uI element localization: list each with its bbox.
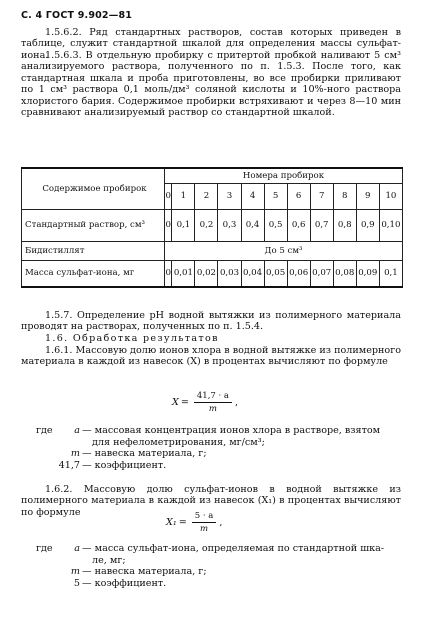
table-header-contents: Содержимое пробирок [22, 168, 165, 209]
standard-value-9: 0,9 [356, 209, 379, 241]
mass-value-6: 0,06 [287, 260, 310, 287]
formula2-denominator: m [200, 524, 209, 534]
formula1-tail: , [235, 397, 239, 408]
where1-symbol-2: m [70, 448, 80, 460]
page-header: С. 4 ГОСТ 9.902—81 [21, 10, 133, 21]
mass-value-8: 0,08 [333, 260, 356, 287]
formula-chloride [172, 391, 238, 414]
tube-number-1: 1 [172, 183, 195, 209]
formula1-denominator: m [208, 404, 217, 414]
mass-value-1: 0,01 [172, 260, 195, 287]
where1-text-3: — коэффициент. [82, 459, 167, 471]
where2-text-2: — навеска материала, г; [82, 566, 207, 578]
standard-value-10: 0,10 [379, 209, 402, 241]
where1-symbol-0: a [74, 425, 80, 436]
where2-lead: где [36, 543, 53, 554]
where2-text-3: — коэффициент. [82, 577, 167, 589]
where1-text-1: для нефелометрирования, мг/см³; [92, 436, 265, 448]
formula1-lhs: X [172, 397, 179, 408]
paragraph-1-5-6-2: 1.5.6.2. Ряд стандартных растворов, состав которых приведен в таблице, служит стандартной шкалой для определения массы сульфат-иона. [21, 27, 401, 61]
formula2-lhs: X₁ [166, 517, 177, 528]
tube-number-2: 2 [195, 183, 218, 209]
row-label-distillate: Бидистиллят [22, 241, 165, 260]
mass-value-2: 0,02 [195, 260, 218, 287]
tube-number-3: 3 [218, 183, 241, 209]
mass-value-5: 0,05 [264, 260, 287, 287]
paragraph-1-5-6-3: 1.5.6.3. В отдельную пробирку с притертой пробкой наливают 5 см³ анализируемого раствора, полученного по п. 1.5.3. После того, как стандартная шкала и проба приготовлены, во все пробирки приливают по 1 см³ раствора 0,1 моль/дм³ соляной кислоты и 10%-ного раствора хлористого бария. Содержимое пробирки встряхивают и через 8—10 мин сравнивают анализируемый раствор со стандартной шкалой. [21, 50, 401, 119]
where1-text-2: — навеска материала, г; [82, 448, 207, 460]
where1-lead: где [36, 425, 53, 436]
formula2-numerator: 5 · a [192, 511, 217, 523]
standard-value-5: 0,5 [264, 209, 287, 241]
row-label-mass: Масса сульфат-иона, мг [22, 260, 165, 287]
standard-scale-table [21, 167, 403, 288]
standard-value-0: 0 [165, 209, 172, 241]
where2-text-0: — масса сульфат-иона, определяемая по стандартной шка- [82, 543, 385, 554]
where2-text-1: ле, мг; [92, 554, 126, 566]
where1-text-0: — массовая концентрация ионов хлора в растворе, взятом [82, 425, 381, 436]
where2-symbol-3: 5 [73, 577, 80, 589]
where2-symbol-0: a [74, 543, 80, 554]
standard-value-8: 0,8 [333, 209, 356, 241]
standard-value-4: 0,4 [241, 209, 264, 241]
cell-distillate-value: До 5 см³ [165, 241, 403, 260]
mass-value-10: 0,1 [379, 260, 402, 287]
formula1-fraction [194, 391, 232, 414]
tube-number-5: 5 [264, 183, 287, 209]
formula2-tail: , [219, 517, 223, 528]
formula1-eq: = [180, 397, 189, 408]
formula1-numerator: 41,7 · a [194, 391, 232, 403]
table-header-tube-numbers: Номера пробирок [165, 168, 403, 183]
standard-value-7: 0,7 [310, 209, 333, 241]
formula2-fraction [192, 511, 217, 534]
tube-number-9: 9 [356, 183, 379, 209]
tube-number-7: 7 [310, 183, 333, 209]
where2-symbol-2: m [70, 566, 80, 578]
standard-value-3: 0,3 [218, 209, 241, 241]
standard-value-1: 0,1 [172, 209, 195, 241]
standard-value-6: 0,6 [287, 209, 310, 241]
paragraph-1-5-7: 1.5.7. Определение pH водной вытяжки из полимерного материала проводят на растворах, полученных по п. 1.5.4. [21, 310, 401, 333]
mass-value-3: 0,03 [218, 260, 241, 287]
tube-number-6: 6 [287, 183, 310, 209]
where1-symbol-3: 41,7 [58, 459, 80, 471]
formula2-eq: = [178, 517, 187, 528]
section-heading-1-6: 1.6. Обработка результатов [45, 333, 219, 344]
tube-number-10: 10 [379, 183, 402, 209]
tube-number-4: 4 [241, 183, 264, 209]
mass-value-0: 0 [165, 260, 172, 287]
tube-number-0: 0 [165, 183, 172, 209]
formula-sulfate [166, 511, 222, 534]
mass-value-4: 0,04 [241, 260, 264, 287]
mass-value-7: 0,07 [310, 260, 333, 287]
mass-value-9: 0,09 [356, 260, 379, 287]
tube-number-8: 8 [333, 183, 356, 209]
paragraph-1-6-2: 1.6.2. Массовую долю сульфат-ионов в водной вытяжке из полимерного материала в каждой из навесок (X₁) в процентах вычисляют по формуле [21, 484, 401, 518]
row-label-standard: Стандартный раствор, см³ [22, 209, 165, 241]
standard-value-2: 0,2 [195, 209, 218, 241]
paragraph-1-6-1: 1.6.1. Массовую долю ионов хлора в водной вытяжке из полимерного материала в каждой из навесок (X) в процентах вычисляют по формуле [21, 345, 401, 368]
